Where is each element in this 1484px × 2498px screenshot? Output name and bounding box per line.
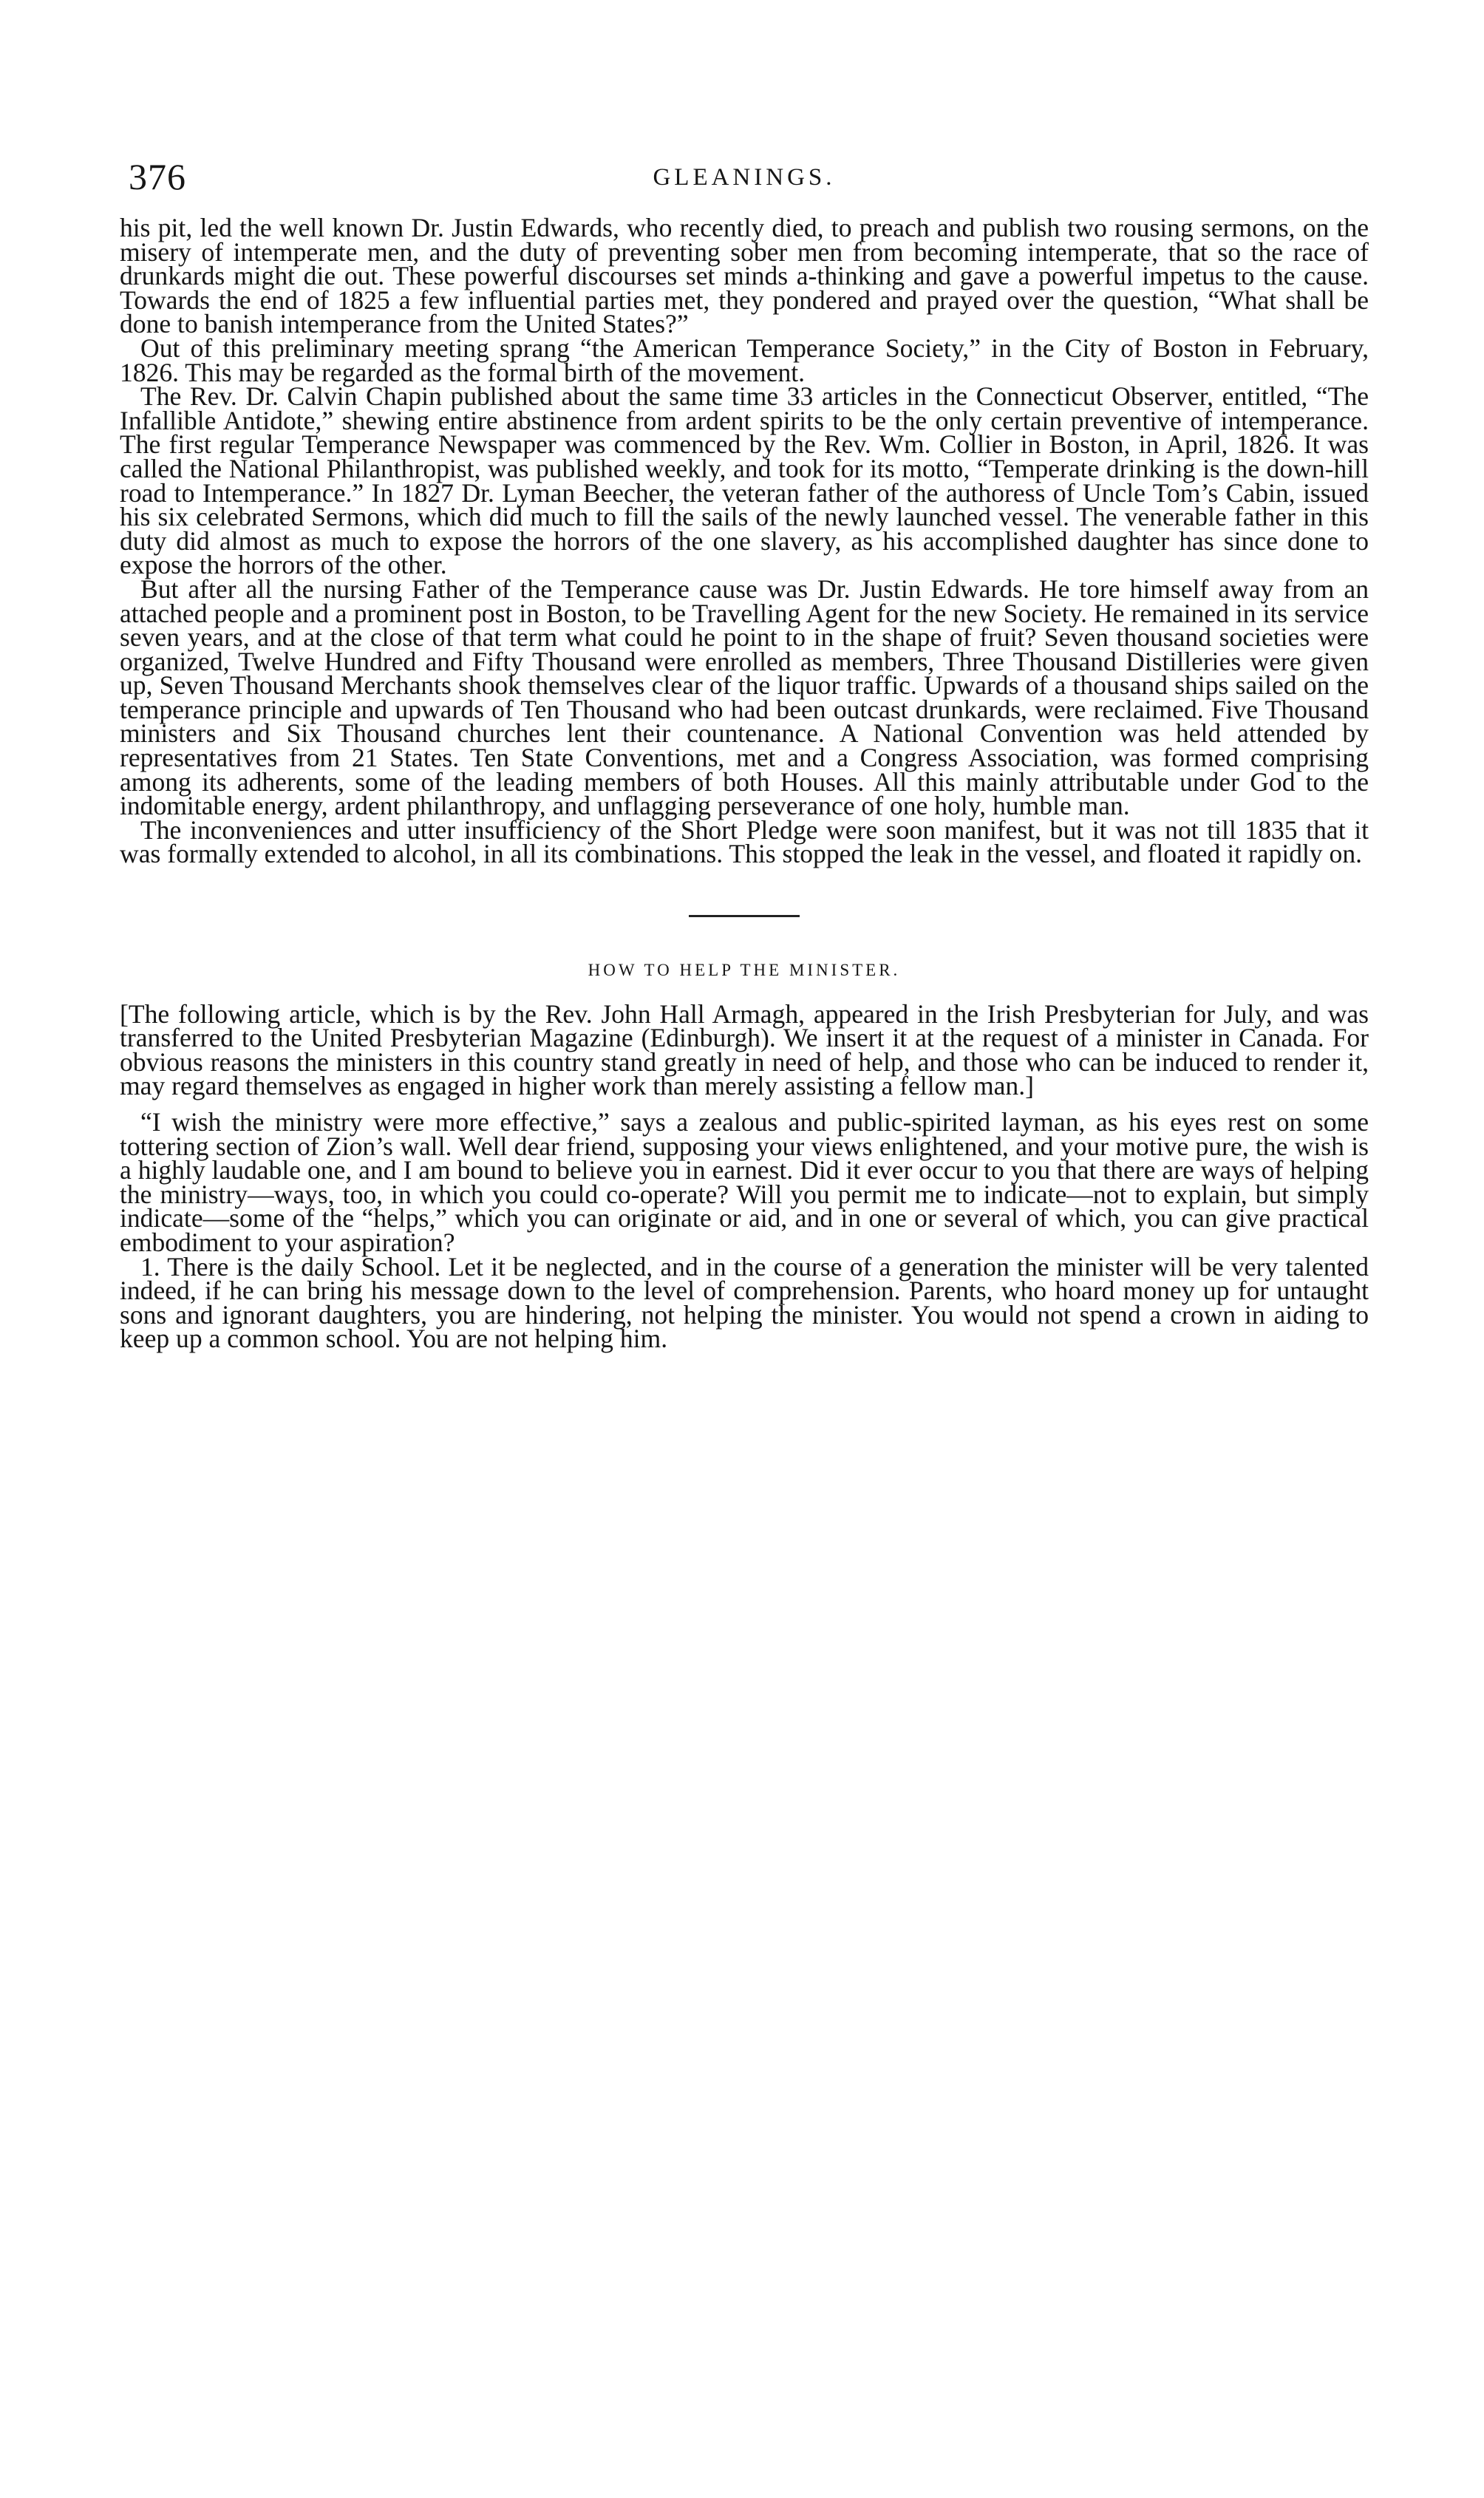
section-title: HOW TO HELP THE MINISTER. bbox=[588, 961, 901, 980]
article-body bbox=[120, 213, 1369, 1354]
paragraph: 1. There is the daily School. Let it be neglected, and in the course of a generation the minister will be very talented indeed, if he can bring his message down to the level of comprehension. Parents, who hoard money up for untaught sons and ignorant daughters, you are hindering, not helping the minister. You would not spend a crown in aiding to keep up a common school. You are not helping him. bbox=[120, 1251, 1369, 1354]
editor-note: [The following article, which is by the Rev. John Hall Armagh, appeared in the Irish Presbyterian for July, and was transferred to the United Presbyterian Magazine (Edinburgh). We insert it at the request of a minister in Canada. For obvious reasons the ministers in this country stand greatly in need of help, and those who can be induced to render it, may regard themselves as engaged in higher work than merely assisting a fellow man.] bbox=[120, 998, 1369, 1101]
paragraph: “I wish the ministry were more effective,” says a zealous and public-spirited layman, as his eyes rest on some tottering section of Zion’s wall. Well dear friend, supposing your views enlightened, and your motive pure, the wish is a highly laudable one, and I am bound to believe you in earnest. Did it ever occur to you that there are ways of helping the ministry—ways, too, in which you could co-operate? Will you permit me to indicate—not to explain, but simply indicate—some of the “helps,” which you can originate or aid, and in one or several of which, you can give practical embodiment to your aspiration? bbox=[120, 1107, 1369, 1257]
paragraph: But after all the nursing Father of the Temperance cause was Dr. Justin Edwards. He tore himself away from an attached people and a prominent post in Boston, to be Travelling Agent for the new Society. He remained in its service seven years, and at the close of that term what could he point to in the shape of fruit? Seven thousand societies were organized, Twelve Hundred and Fifty Thousand were enrolled as members, Three Thousand Distilleries were given up, Seven Thousand Merchants shook themselves clear of the liquor traffic. Upwards of a thousand ships sailed on the temperance principle and upwards of Ten Thousand who had been outcast drunkards, were reclaimed. Five Thousand ministers and Six Thousand churches lent their countenance. A National Convention was held attended by representatives from 21 States. Ten State Conventions, met and a Congress Association, was formed comprising among its adherents, some of the leading members of both Houses. All this mainly attributable under God to the indomitable energy, ardent philanthropy, and unflagging perseverance of one holy, humble man. bbox=[120, 574, 1369, 821]
paragraph: The Rev. Dr. Calvin Chapin published about the same time 33 articles in the Connecticut Observer, entitled, “The Infallible Antidote,” shewing entire abstinence from ardent spirits to be the only certain preventive of intemperance. The first regular Temperance Newspaper was commenced by the Rev. Wm. Collier in Boston, in April, 1826. It was called the National Philanthropist, was published weekly, and took for its motto, “Temperate drinking is the down-hill road to Intemperance.” In 1827 Dr. Lyman Beecher, the veteran father of the authoress of Uncle Tom’s Cabin, issued his six celebrated Sermons, which did much to fill the sails of the newly launched vessel. The venerable father in this duty did almost as much to expose the horrors of the one slavery, as his accomplished daughter has since done to expose the horrors of the other. bbox=[120, 381, 1369, 580]
paragraph: The inconveniences and utter insufficiency of the Short Pledge were soon manifest, but it was not till 1835 that it was formally extended to alcohol, in all its combinations. This stopped the leak in the vessel, and floated it rapidly on. bbox=[120, 814, 1369, 869]
section-divider bbox=[689, 915, 800, 917]
page-number: 376 bbox=[129, 156, 186, 197]
book-page bbox=[120, 111, 1369, 1354]
running-head: GLEANINGS. bbox=[653, 164, 836, 191]
page-header bbox=[120, 111, 1369, 197]
paragraph: Out of this preliminary meeting sprang “the American Temperance Society,” in the City of Boston in February, 1826. This may be regarded as the formal birth of the movement. bbox=[120, 333, 1369, 387]
paragraph: his pit, led the well known Dr. Justin Edwards, who recently died, to preach and publish two rousing sermons, on the misery of intemperate men, and the duty of preventing sober men from becoming intemperate, that so the race of drunkards might die out. These powerful discourses set minds a-thinking and gave a powerful impetus to the cause. Towards the end of 1825 a few influential parties met, they pondered and prayed over the question, “What shall be done to banish intemperance from the United States?” bbox=[120, 213, 1369, 339]
